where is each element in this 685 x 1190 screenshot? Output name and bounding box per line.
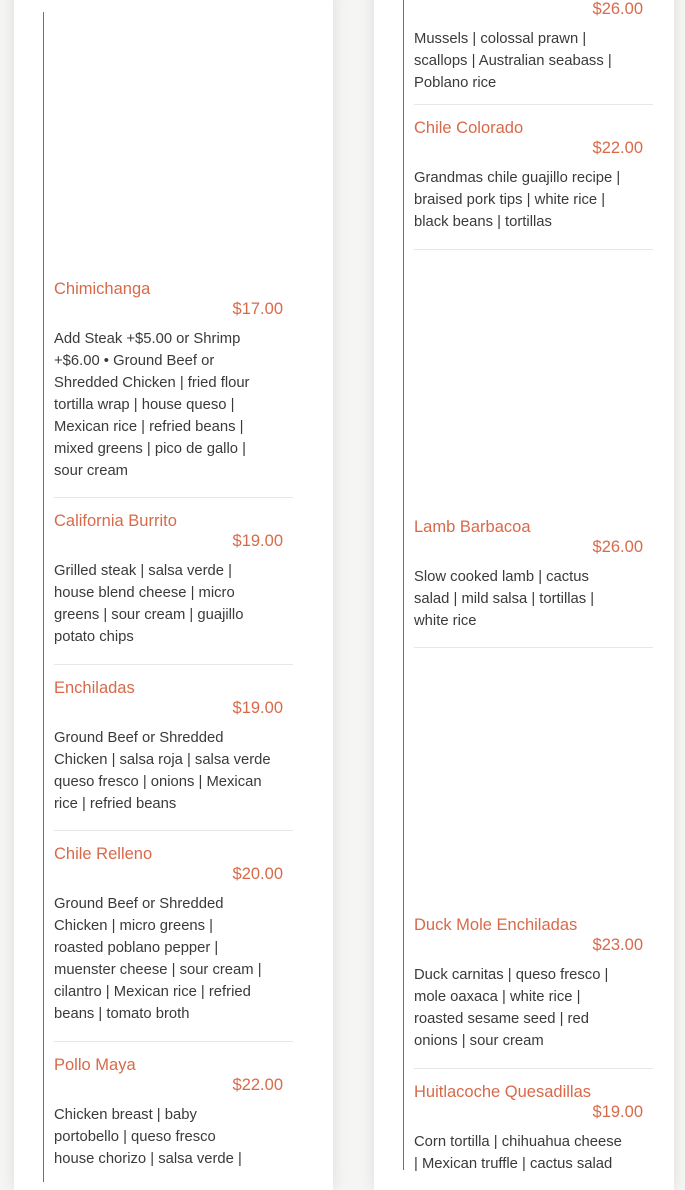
menu-item-description-line: Corn tortilla | chihuahua cheese: [414, 1134, 622, 1150]
menu-item-price: $19.00: [232, 699, 283, 717]
column-rule-left: [43, 12, 44, 1182]
menu-item-name: Chile Relleno: [54, 845, 153, 863]
menu-item-description-line: Slow cooked lamb | cactus: [414, 569, 589, 585]
menu-item-description: [414, 1131, 622, 1175]
menu-item-description: [414, 28, 612, 94]
menu-item-description: [54, 727, 271, 815]
menu-item-description-line: house chorizo | salsa verde |: [54, 1151, 242, 1167]
menu-item-divider: [414, 104, 653, 105]
menu-item-description-line: Mexican rice | refried beans |: [54, 419, 244, 435]
menu-item-divider: [54, 1041, 293, 1042]
menu-item-description-line: tortilla wrap | house queso |: [54, 397, 235, 413]
menu-item-price: $19.00: [592, 1103, 643, 1121]
menu-item-description-line: muenster cheese | sour cream |: [54, 962, 262, 978]
menu-item-description-line: Chicken | salsa roja | salsa verde: [54, 752, 271, 768]
menu-item-divider: [414, 1068, 653, 1069]
menu-item-name: Pollo Maya: [54, 1056, 136, 1074]
menu-item-price: $20.00: [232, 865, 283, 883]
menu-item-description-line: Grandmas chile guajillo recipe |: [414, 170, 621, 186]
menu-item-description-line: Ground Beef or Shredded: [54, 730, 224, 746]
menu-item-description-line: sour cream: [54, 463, 129, 479]
menu-item-description-line: Shredded Chicken | fried flour: [54, 375, 250, 391]
menu-item-name: Chile Colorado: [414, 119, 524, 137]
menu-item-description-line: Ground Beef or Shredded: [54, 896, 224, 912]
menu-item-description-line: Mussels | colossal prawn |: [414, 31, 587, 47]
menu-item-description: [414, 167, 620, 233]
menu-item-description-line: | Mexican truffle | cactus salad: [414, 1156, 613, 1172]
menu-item-description-line: potato chips: [54, 629, 134, 645]
menu-item-description-line: Duck carnitas | queso fresco |: [414, 967, 609, 983]
menu-item-description-line: onions | sour cream: [414, 1033, 544, 1049]
menu-item-description-line: roasted poblano pepper |: [54, 940, 219, 956]
menu-item-description-line: queso fresco | onions | Mexican: [54, 774, 262, 790]
menu-item-divider: [54, 664, 293, 665]
menu-item-name: Duck Mole Enchiladas: [414, 916, 578, 934]
menu-item-description-line: black beans | tortillas: [414, 214, 552, 230]
menu-item-description-line: Chicken | micro greens |: [54, 918, 214, 934]
menu-item-description: [54, 328, 250, 482]
menu-item-price: $22.00: [232, 1076, 283, 1094]
menu-item-description-line: scallops | Australian seabass |: [414, 53, 612, 69]
menu-item-description-line: mixed greens | pico de gallo |: [54, 441, 246, 457]
menu-item-price: $26.00: [592, 0, 643, 18]
menu-item-name: Chimichanga: [54, 280, 151, 298]
menu-item-description-line: cilantro | Mexican rice | refried: [54, 984, 251, 1000]
menu-item-description: [414, 566, 594, 632]
menu-item-description-line: Poblano rice: [414, 75, 497, 91]
menu-item-name: Enchiladas: [54, 679, 135, 697]
menu-item-description-line: rice | refried beans: [54, 796, 177, 812]
menu-item-price: $19.00: [232, 532, 283, 550]
menu-item-description-line: Add Steak +$5.00 or Shrimp: [54, 331, 241, 347]
menu-item-description-line: mole oaxaca | white rice |: [414, 989, 581, 1005]
menu-item-description-line: Grilled steak | salsa verde |: [54, 563, 232, 579]
menu-item-divider: [54, 830, 293, 831]
menu-item-description-line: roasted sesame seed | red: [414, 1011, 589, 1027]
menu-item-description-line: greens | sour cream | guajillo: [54, 607, 244, 623]
menu-item-description-line: Chicken breast | baby: [54, 1107, 197, 1123]
menu-item-price: $22.00: [592, 139, 643, 157]
menu-item-description-line: salad | mild salsa | tortillas |: [414, 591, 595, 607]
menu-item-description: [414, 964, 608, 1052]
menu-item-name: California Burrito: [54, 512, 177, 530]
menu-item-price: $26.00: [592, 538, 643, 556]
menu-item-description: [54, 893, 262, 1025]
menu-item-price: $17.00: [232, 300, 283, 318]
menu-item-description: [54, 560, 243, 648]
menu-item-description-line: white rice: [414, 613, 477, 629]
menu-item-divider: [414, 647, 653, 648]
column-rule-right: [403, 0, 404, 1170]
menu-item-divider: [414, 249, 653, 250]
menu-item-price: $23.00: [592, 936, 643, 954]
menu-item-description-line: portobello | queso fresco: [54, 1129, 216, 1145]
menu-item-description-line: beans | tomato broth: [54, 1006, 190, 1022]
menu-item-name: Lamb Barbacoa: [414, 518, 531, 536]
menu-item-description-line: braised pork tips | white rice |: [414, 192, 606, 208]
menu-item-divider: [54, 497, 293, 498]
menu-item-description-line: +$6.00 • Ground Beef or: [54, 353, 215, 369]
menu-item-name: Huitlacoche Quesadillas: [414, 1083, 592, 1101]
menu-item-description: [54, 1104, 242, 1170]
menu-item-description-line: house blend cheese | micro: [54, 585, 235, 601]
